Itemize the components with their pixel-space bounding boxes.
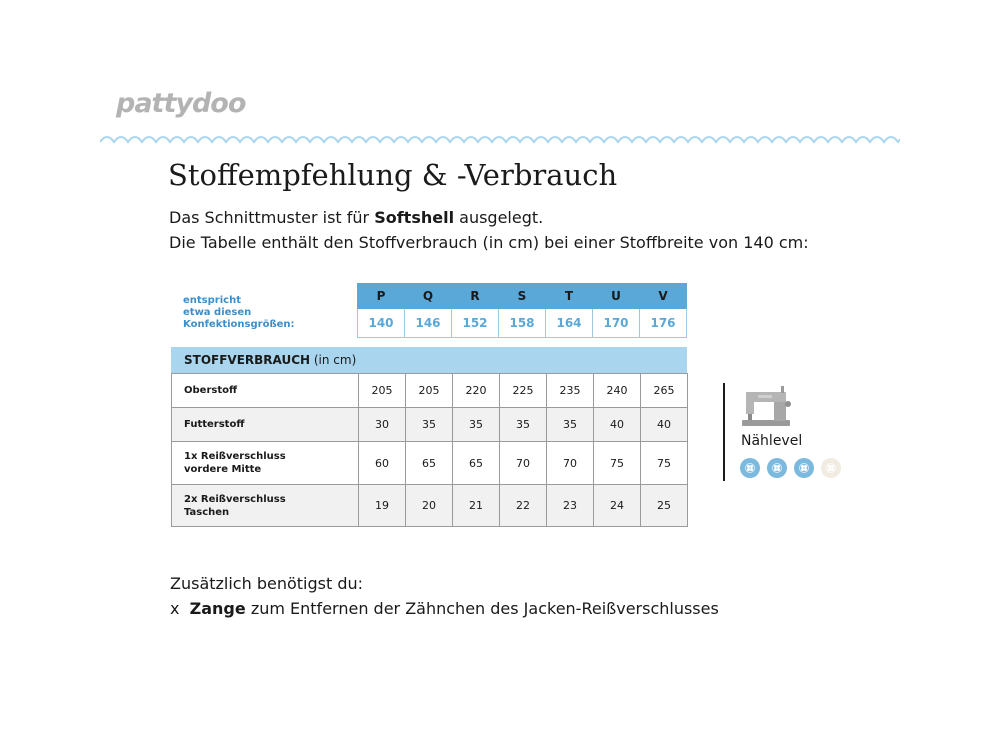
table-cell: 35 bbox=[406, 408, 453, 442]
additional-requirements bbox=[170, 571, 719, 621]
intro-line-2: Die Tabelle enthält den Stoffverbrauch (in cm) bei einer Stoffbreite von 140 cm: bbox=[169, 233, 809, 252]
intro-line-1: Das Schnittmuster ist für Softshell ausgelegt. bbox=[169, 208, 544, 227]
row-label: 2x Reißverschluss Taschen bbox=[172, 485, 359, 527]
additional-item: x Zange zum Entfernen der Zähnchen des Jacken-Reißverschlusses bbox=[170, 599, 719, 618]
size-letter: V bbox=[640, 284, 687, 309]
table-cell: 70 bbox=[500, 442, 547, 485]
fabric-usage-title: STOFFVERBRAUCH bbox=[184, 353, 311, 367]
table-cell: 21 bbox=[453, 485, 500, 527]
table-cell: 70 bbox=[547, 442, 594, 485]
table-cell: 35 bbox=[500, 408, 547, 442]
intro-text bbox=[169, 205, 809, 255]
table-cell: 205 bbox=[359, 374, 406, 408]
size-letter: P bbox=[358, 284, 405, 309]
table-row bbox=[172, 485, 688, 527]
table-cell: 23 bbox=[547, 485, 594, 527]
size-number-row bbox=[358, 309, 687, 338]
table-cell: 35 bbox=[547, 408, 594, 442]
fabric-usage-header bbox=[171, 347, 687, 373]
wave-divider bbox=[100, 130, 900, 148]
table-cell: 22 bbox=[500, 485, 547, 527]
button-level-icon bbox=[794, 458, 814, 478]
sewing-level-rating bbox=[740, 458, 841, 478]
sewing-machine-icon bbox=[740, 384, 792, 428]
table-cell: 19 bbox=[359, 485, 406, 527]
table-cell: 65 bbox=[406, 442, 453, 485]
sewing-level-label: Nählevel bbox=[741, 433, 803, 449]
pattydoo-logo: pattydoo bbox=[116, 88, 246, 119]
table-cell: 30 bbox=[359, 408, 406, 442]
button-level-icon bbox=[767, 458, 787, 478]
size-table bbox=[357, 283, 687, 338]
table-cell: 75 bbox=[641, 442, 688, 485]
fabric-usage-table bbox=[171, 373, 688, 527]
size-letter: T bbox=[546, 284, 593, 309]
table-row bbox=[172, 374, 688, 408]
size-number: 140 bbox=[358, 309, 405, 338]
table-cell: 225 bbox=[500, 374, 547, 408]
size-number: 176 bbox=[640, 309, 687, 338]
size-number: 152 bbox=[452, 309, 499, 338]
button-level-icon bbox=[740, 458, 760, 478]
table-cell: 24 bbox=[594, 485, 641, 527]
table-cell: 40 bbox=[641, 408, 688, 442]
row-label: 1x Reißverschluss vordere Mitte bbox=[172, 442, 359, 485]
button-level-icon bbox=[821, 458, 841, 478]
table-cell: 75 bbox=[594, 442, 641, 485]
size-number: 170 bbox=[593, 309, 640, 338]
fabric-usage-unit: (in cm) bbox=[313, 353, 357, 367]
table-cell: 235 bbox=[547, 374, 594, 408]
size-letter: S bbox=[499, 284, 546, 309]
size-equivalent-label: entspricht etwa diesen Konfektionsgrößen: bbox=[183, 295, 295, 330]
sewing-level-divider bbox=[723, 383, 725, 481]
table-cell: 220 bbox=[453, 374, 500, 408]
table-cell: 20 bbox=[406, 485, 453, 527]
table-cell: 205 bbox=[406, 374, 453, 408]
table-cell: 60 bbox=[359, 442, 406, 485]
row-label: Oberstoff bbox=[172, 374, 359, 408]
size-number: 158 bbox=[499, 309, 546, 338]
size-number: 164 bbox=[546, 309, 593, 338]
row-label: Futterstoff bbox=[172, 408, 359, 442]
table-row bbox=[172, 442, 688, 485]
table-cell: 65 bbox=[453, 442, 500, 485]
additional-heading: Zusätzlich benötigst du: bbox=[170, 574, 364, 593]
size-letter: R bbox=[452, 284, 499, 309]
size-number: 146 bbox=[405, 309, 452, 338]
table-cell: 25 bbox=[641, 485, 688, 527]
table-cell: 40 bbox=[594, 408, 641, 442]
table-cell: 35 bbox=[453, 408, 500, 442]
page-title: Stoffempfehlung & -Verbrauch bbox=[168, 158, 618, 192]
size-letter: U bbox=[593, 284, 640, 309]
size-letter-row bbox=[358, 284, 687, 309]
table-cell: 265 bbox=[641, 374, 688, 408]
table-row bbox=[172, 408, 688, 442]
size-letter: Q bbox=[405, 284, 452, 309]
table-cell: 240 bbox=[594, 374, 641, 408]
